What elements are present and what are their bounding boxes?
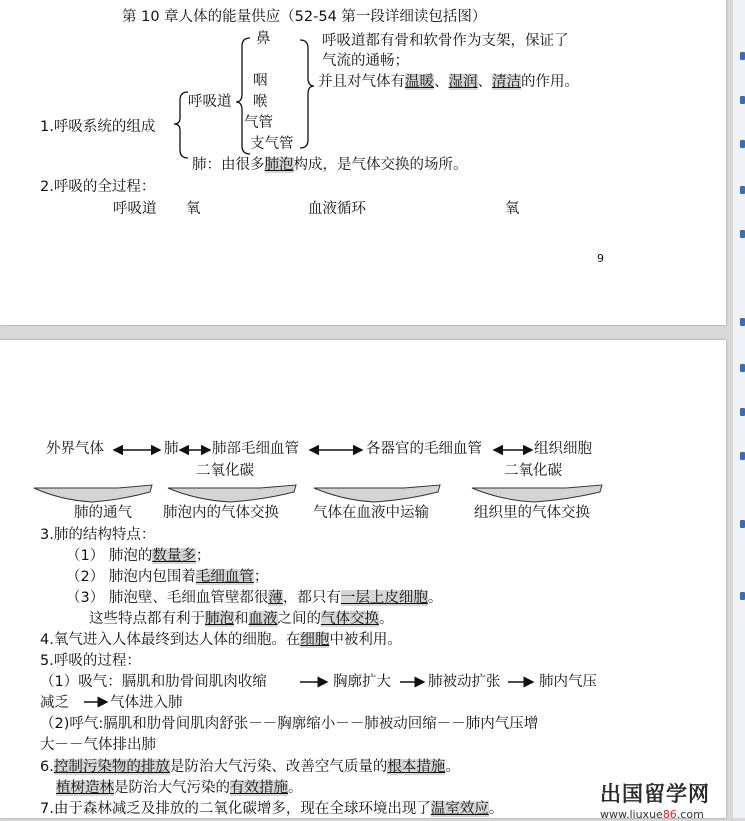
section2-label: 2.呼吸的全过程： xyxy=(40,179,156,195)
note-line1: 呼吸道都有骨和软骨作为支架，保证了 xyxy=(322,33,569,49)
flow-node-lung-capillary: 肺部毛细血管 xyxy=(212,441,299,457)
respiratory-tract-label: 呼吸道 xyxy=(188,94,232,110)
inhale-text-1: （1）吸气：膈肌和肋骨间肌肉收缩 xyxy=(40,674,267,690)
section1-label: 1.呼吸系统的组成 xyxy=(40,119,156,135)
chapter-title: 第 10 章人体的能量供应（52-54 第一段详细读包括图） xyxy=(122,9,487,25)
section6-line1: 6.控制污染物的排放是防治大气污染、改善空气质量的根本措施。 xyxy=(40,759,460,775)
sidebar-marker-icon[interactable] xyxy=(740,52,745,60)
sidebar-marker-icon[interactable] xyxy=(740,592,745,600)
inhale-text-3: 肺被动扩张 xyxy=(428,674,501,690)
stage-arrow-2 xyxy=(168,485,296,502)
section7-line: 7.由于森林减乏及排放的二氧化碳增多，现在全球环境出现了温室效应。 xyxy=(40,801,504,817)
sidebar-marker-icon[interactable] xyxy=(740,520,745,528)
section3-item1: （1） 肺泡的数量多； xyxy=(66,548,211,564)
page-number: 9 xyxy=(597,252,604,265)
section5-label: 5.呼吸的过程： xyxy=(40,653,141,669)
sidebar-marker-icon[interactable] xyxy=(740,408,745,416)
document-page-1 xyxy=(0,0,726,325)
organ-pharynx: 咽 xyxy=(253,73,268,89)
inhale-text-5: 减乏 xyxy=(40,695,69,711)
organ-bronchi: 支气管 xyxy=(250,136,294,152)
section3-label: 3.肺的结构特点： xyxy=(40,527,156,543)
sidebar-marker-icon[interactable] xyxy=(740,186,745,194)
flow-node-organ-capillary: 各器官的毛细血管 xyxy=(366,441,482,457)
flow-co2-1: 二氧化碳 xyxy=(196,463,254,479)
document-page-2 xyxy=(0,340,726,818)
inhale-text-2: 胸廓扩大 xyxy=(333,674,391,690)
site-watermark xyxy=(600,778,740,821)
sidebar-marker-icon[interactable] xyxy=(740,96,745,104)
stage-arrow-4 xyxy=(472,485,602,502)
inhale-text-6: 气体进入肺 xyxy=(110,695,183,711)
sidebar-marker-icon[interactable] xyxy=(740,230,745,238)
stage-blood-transport: 气体在血液中运输 xyxy=(313,505,429,521)
sidebar-marker-icon[interactable] xyxy=(740,364,745,372)
stage-alveolar-exchange: 肺泡内的气体交换 xyxy=(163,505,279,521)
watermark-url: www.liuxue86.com xyxy=(600,808,704,821)
sidebar-marker-icon[interactable] xyxy=(740,140,745,148)
flow-co2-2: 二氧化碳 xyxy=(504,463,562,479)
section6-line2: 植树造林是防治大气污染的有效措施。 xyxy=(56,780,303,796)
section3-item2: （2） 肺泡内包围着毛细血管； xyxy=(66,569,269,585)
stage-tissue-exchange: 组织里的气体交换 xyxy=(474,505,590,521)
note-line3: 并且对气体有温暖、湿润、清洁的作用。 xyxy=(318,74,579,90)
sidebar-marker-icon[interactable] xyxy=(740,318,745,326)
flow-node-tissue-cell: 组织细胞 xyxy=(534,441,592,457)
flow-node-outside-air: 外界气体 xyxy=(46,441,104,457)
flow-node-lung: 肺 xyxy=(164,441,179,457)
stage-arrow-3 xyxy=(314,485,440,502)
process-word-oxygen-2: 氧 xyxy=(505,201,520,217)
process-word-tract: 呼吸道 xyxy=(113,201,157,217)
section4-line: 4.氧气进入人体最终到达人体的细胞。在细胞中被利用。 xyxy=(40,632,402,648)
stage-lung-ventilation: 肺的通气 xyxy=(74,505,132,521)
exhale-text-1: （2)呼气:膈肌和肋骨间肌肉舒张－－胸廓缩小－－肺被动回缩－－肺内气压增 xyxy=(40,716,539,732)
process-word-circulation: 血液循环 xyxy=(308,201,366,217)
section3-summary: 这些特点都有利于肺泡和血液之间的气体交换。 xyxy=(89,611,394,627)
organ-larynx: 喉 xyxy=(253,94,268,110)
lung-line: 肺：由很多肺泡构成，是气体交换的场所。 xyxy=(192,157,468,173)
organ-nose: 鼻 xyxy=(256,31,271,47)
process-word-oxygen-1: 氧 xyxy=(186,201,201,217)
sidebar-marker-icon[interactable] xyxy=(740,452,745,460)
stage-arrow-1 xyxy=(34,485,152,502)
section3-item3: （3） 肺泡壁、毛细血管壁都很薄，都只有一层上皮细胞。 xyxy=(66,590,443,606)
note-line2: 气流的通畅； xyxy=(322,53,409,69)
exhale-text-2: 大－－气体排出肺 xyxy=(40,737,156,753)
inhale-text-4: 肺内气压 xyxy=(539,674,597,690)
organ-trachea: 气管 xyxy=(244,115,273,131)
watermark-title: 出国留学网 xyxy=(600,782,710,806)
